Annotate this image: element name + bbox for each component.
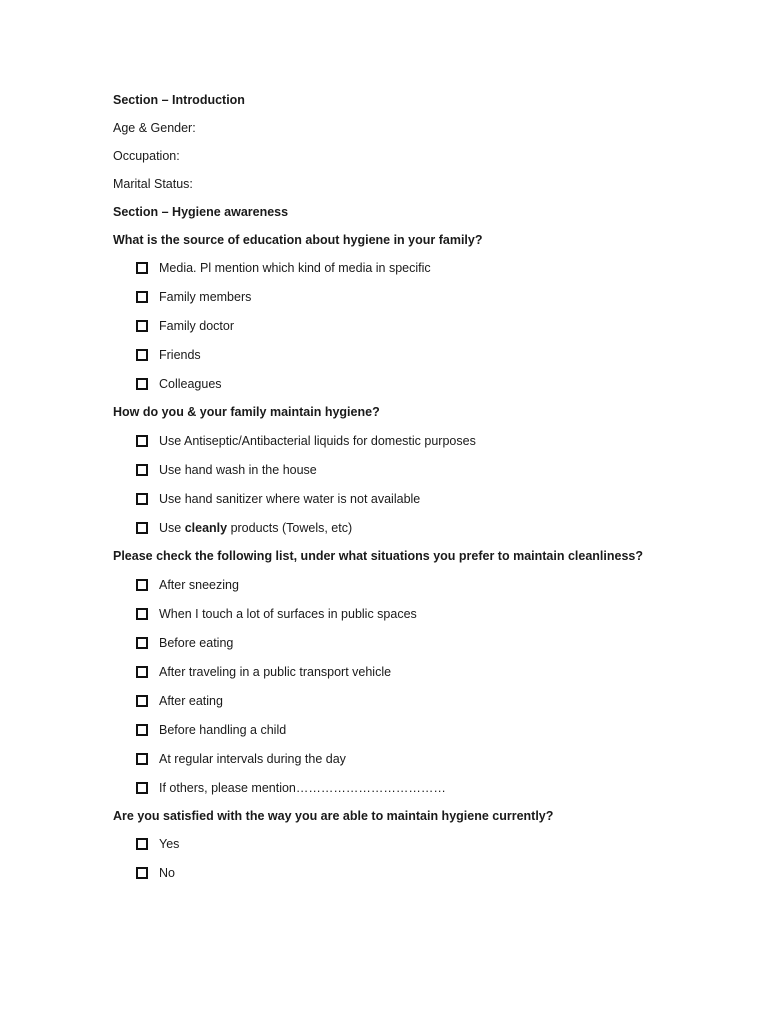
question-satisfied: Are you satisfied with the way you are able to maintain hygiene currently? [113,809,554,823]
checkbox-icon[interactable] [136,262,148,274]
option-label: Yes [159,837,180,851]
option-regular-intervals[interactable] [136,751,346,767]
option-hand-wash[interactable] [136,462,317,478]
option-antiseptic[interactable] [136,433,476,449]
checkbox-icon[interactable] [136,378,148,390]
checkbox-icon[interactable] [136,838,148,850]
age-gender-field: Age & Gender: [113,121,196,135]
checkbox-icon[interactable] [136,867,148,879]
option-label: Media. Pl mention which kind of media in specific [159,261,431,275]
option-label: Friends [159,348,201,362]
option-family-members[interactable] [136,289,251,305]
checkbox-icon[interactable] [136,435,148,447]
option-after-sneezing[interactable] [136,577,239,593]
option-media[interactable] [136,260,431,276]
checkbox-icon[interactable] [136,608,148,620]
section-introduction-heading: Section – Introduction [113,93,245,107]
question-education-source: What is the source of education about hygiene in your family? [113,233,483,247]
checkbox-icon[interactable] [136,522,148,534]
option-hand-sanitizer[interactable] [136,491,420,507]
option-label: At regular intervals during the day [159,752,346,766]
section-hygiene-heading: Section – Hygiene awareness [113,205,289,219]
checkbox-icon[interactable] [136,464,148,476]
option-handling-child[interactable] [136,722,286,738]
checkbox-icon[interactable] [136,493,148,505]
option-label: Before eating [159,636,234,650]
option-others[interactable] [136,780,446,796]
option-label: After sneezing [159,578,239,592]
option-label: When I touch a lot of surfaces in public spaces [159,607,417,621]
option-label [159,520,352,536]
option-label: Use hand sanitizer where water is not available [159,492,421,506]
marital-status-field: Marital Status: [113,177,193,191]
option-label: No [159,866,175,880]
option-label: Use Antiseptic/Antibacterial liquids for domestic purposes [159,434,476,448]
checkbox-icon[interactable] [136,753,148,765]
checkbox-icon[interactable] [136,320,148,332]
option-label: If others, please mention……………………………… [159,781,446,795]
option-label: Before handling a child [159,723,287,737]
question-cleanliness-situations: Please check the following list, under what situations you prefer to maintain cleanliness? [113,549,643,563]
option-colleagues[interactable] [136,376,222,392]
checkbox-icon[interactable] [136,724,148,736]
option-cleanly-products[interactable] [136,520,352,536]
option-label-post: products (Towels, etc) [227,521,353,535]
option-public-transport[interactable] [136,664,391,680]
option-label: Use hand wash in the house [159,463,317,477]
option-label: Colleagues [159,377,222,391]
checkbox-icon[interactable] [136,349,148,361]
option-label: After traveling in a public transport vehicle [159,665,392,679]
option-family-doctor[interactable] [136,318,234,334]
checkbox-icon[interactable] [136,695,148,707]
occupation-field: Occupation: [113,149,180,163]
option-label-bold: cleanly [184,521,228,535]
option-yes[interactable] [136,836,179,852]
checkbox-icon[interactable] [136,782,148,794]
option-no[interactable] [136,865,175,881]
option-after-eating[interactable] [136,693,223,709]
question-maintain-hygiene: How do you & your family maintain hygiene? [113,405,380,419]
option-label-pre: Use [159,521,185,535]
checkbox-icon[interactable] [136,291,148,303]
option-label: After eating [159,694,223,708]
option-touch-surfaces[interactable] [136,606,417,622]
checkbox-icon[interactable] [136,579,148,591]
checkbox-icon[interactable] [136,666,148,678]
checkbox-icon[interactable] [136,637,148,649]
option-friends[interactable] [136,347,201,363]
option-before-eating[interactable] [136,635,233,651]
option-label: Family members [159,290,252,304]
option-label: Family doctor [159,319,235,333]
